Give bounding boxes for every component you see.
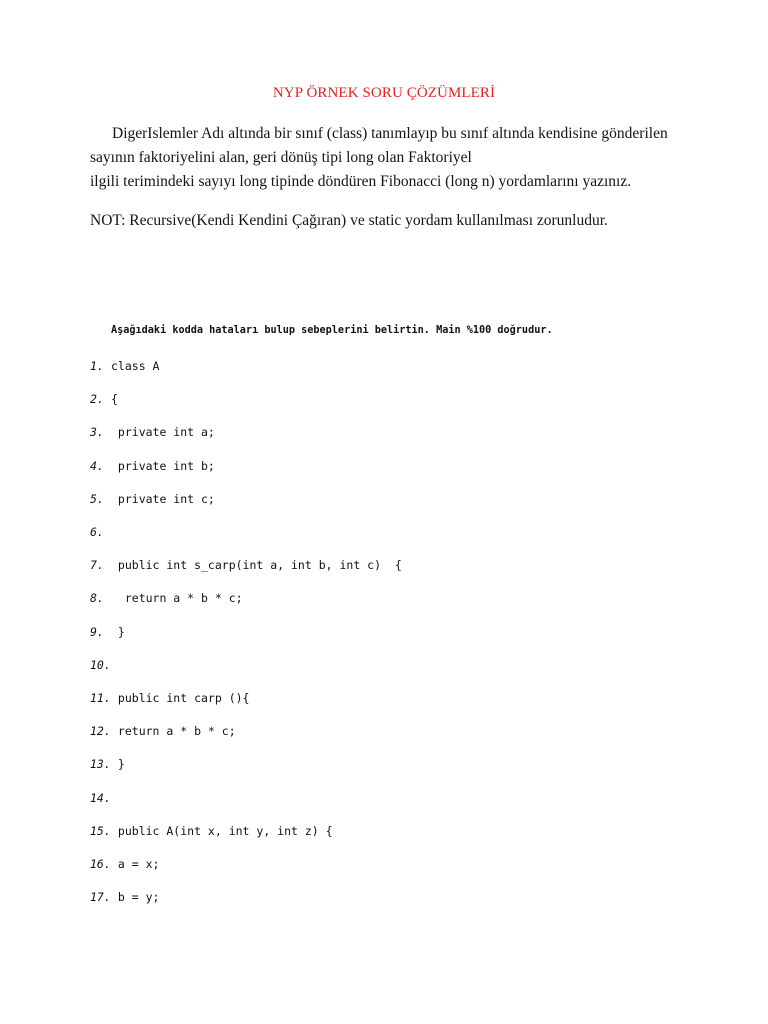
code-line-number: 13. xyxy=(90,757,111,772)
code-line-number: 15. xyxy=(90,823,111,838)
code-line xyxy=(90,558,402,576)
code-line xyxy=(90,691,249,709)
code-line-text: public int carp (){ xyxy=(111,691,250,705)
code-line-text: private int c; xyxy=(111,491,215,506)
code-line-text: } xyxy=(111,757,125,772)
code-line xyxy=(90,857,159,875)
code-line xyxy=(90,791,111,809)
code-line-number: 8. xyxy=(90,591,104,606)
code-line-number: 12. xyxy=(90,724,111,739)
code-line xyxy=(90,359,159,377)
code-line xyxy=(90,525,111,543)
code-line xyxy=(90,757,125,775)
code-line-number: 11. xyxy=(90,691,111,705)
code-line-number: 9. xyxy=(90,624,104,639)
question-line-1: DigerIslemler Adı altında bir sınıf (class) tanımlayıp bu sınıf altında kendisine gönderilen xyxy=(112,125,668,142)
code-line-number: 17. xyxy=(90,890,111,905)
code-line-text: public int s_carp(int a, int b, int c) { xyxy=(111,558,402,573)
code-line-number: 1. xyxy=(90,359,104,373)
code-line-text: private int a; xyxy=(111,425,215,440)
code-line-text: private int b; xyxy=(111,458,215,473)
code-line xyxy=(90,459,215,477)
code-line-number: 10. xyxy=(90,657,111,672)
code-line-text: return a * b * c; xyxy=(111,724,236,739)
code-line-text: b = y; xyxy=(111,890,160,905)
note-paragraph: NOT: Recursive(Kendi Kendini Çağıran) ve static yordam kullanılması zorunludur. xyxy=(90,212,608,229)
code-question-intro: Aşağıdaki kodda hataları bulup sebeplerini belirtin. Main %100 doğrudur. xyxy=(111,325,553,336)
code-line xyxy=(90,492,215,510)
code-line-text: } xyxy=(111,624,125,639)
question-paragraph xyxy=(90,122,690,194)
code-line-number: 7. xyxy=(90,558,104,573)
code-line-text: a = x; xyxy=(111,857,160,871)
code-line-number: 6. xyxy=(90,525,104,539)
code-line-number: 5. xyxy=(90,491,104,506)
code-line xyxy=(90,724,236,742)
code-line-number: 2. xyxy=(90,392,104,407)
code-line-number: 4. xyxy=(90,458,104,473)
code-line-number: 3. xyxy=(90,425,104,440)
code-line xyxy=(90,890,159,908)
code-line-number: 16. xyxy=(90,857,111,871)
code-line-text: return a * b * c; xyxy=(111,591,243,606)
code-line xyxy=(90,824,333,842)
question-line-2: sayının faktoriyelini alan, geri dönüş tipi long olan Faktoriyel xyxy=(90,149,472,166)
code-line xyxy=(90,625,125,643)
code-line-text: { xyxy=(111,392,118,407)
code-line xyxy=(90,591,243,609)
document-title: NYP ÖRNEK SORU ÇÖZÜMLERİ xyxy=(272,85,496,101)
code-line-number: 14. xyxy=(90,790,111,805)
code-line xyxy=(90,658,111,676)
code-line-text: class A xyxy=(111,359,160,373)
code-line-text: public A(int x, int y, int z) { xyxy=(111,823,333,838)
code-line xyxy=(90,425,215,443)
question-line-3: ilgili terimindeki sayıyı long tipinde döndüren Fibonacci (long n) yordamlarını yazınız. xyxy=(90,173,632,190)
code-line xyxy=(90,392,118,410)
